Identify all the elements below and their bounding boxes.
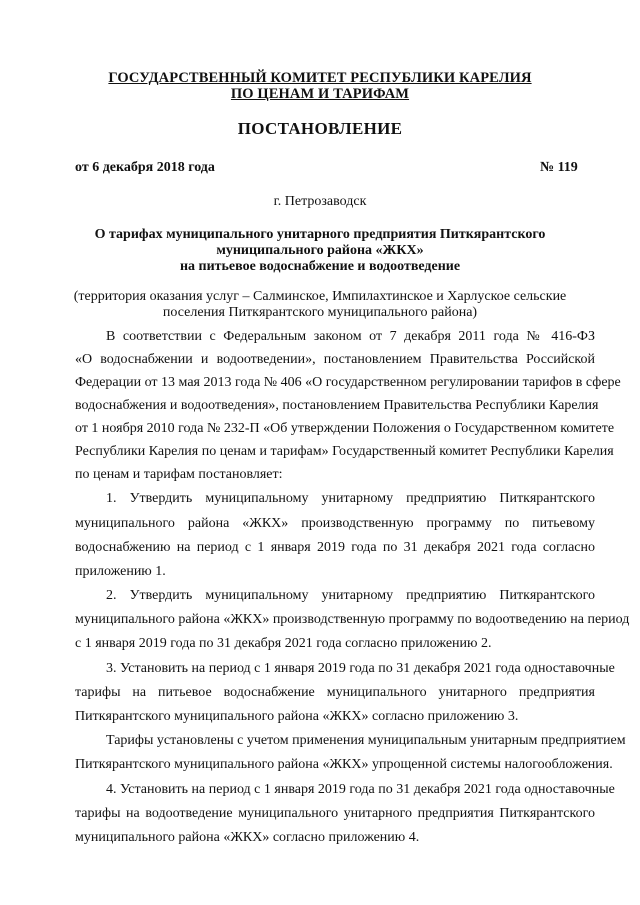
body-line: тарифы на водоотведение муниципального унитарного предприятия Питкярантского <box>75 806 595 821</box>
territory-line-1: (территория оказания услуг – Салминское, Импилахтинское и Харлуское сельские <box>73 289 567 304</box>
document-number: № 119 <box>540 160 578 175</box>
body-line: 4. Установить на период с 1 января 2019 года по 31 декабря 2021 года одноставочные <box>106 782 615 797</box>
body-line: 1. Утвердить муниципальному унитарному предприятию Питкярантского <box>106 491 595 506</box>
body-line: В соответствии с Федеральным законом от 7 декабря 2011 года № 416-ФЗ <box>106 329 595 344</box>
body-line: Питкярантского муниципального района «ЖКХ» согласно приложению 3. <box>75 709 519 724</box>
document-title: ПОСТАНОВЛЕНИЕ <box>237 119 403 138</box>
body-line: муниципального района «ЖКХ» согласно приложению 4. <box>75 830 420 845</box>
body-line: приложению 1. <box>75 564 166 579</box>
body-line: 3. Установить на период с 1 января 2019 года по 31 декабря 2021 года одноставочные <box>106 661 615 676</box>
body-line: Республики Карелия по ценам и тарифам» Государственный комитет Республики Карелия <box>75 444 614 459</box>
body-line: муниципального района «ЖКХ» производственную программу по водоотведению на период <box>75 612 630 627</box>
service-territory-note <box>60 289 580 321</box>
body-line: водоснабжения и водоотведения», постановлением Правительства Республики Карелия <box>75 398 599 413</box>
territory-line-2: поселения Питкярантского муниципального района) <box>162 305 478 320</box>
body-line: тарифы на питьевое водоснабжение муниципального унитарного предприятия <box>75 685 595 700</box>
body-line: водоснабжению на период с 1 января 2019 года по 31 декабря 2021 года согласно <box>75 540 595 555</box>
org-name-line-1: ГОСУДАРСТВЕННЫЙ КОМИТЕТ РЕСПУБЛИКИ КАРЕЛИЯ <box>108 70 532 86</box>
subject-line-3: на питьевое водоснабжение и водоотведение <box>179 259 461 274</box>
body-line: Тарифы установлены с учетом применения муниципальным унитарным предприятием <box>106 733 626 748</box>
body-line: от 1 ноября 2010 года № 232-П «Об утверждении Положения о Государственном комитете <box>75 421 615 436</box>
body-line: Федерации от 13 мая 2013 года № 406 «О государственном регулировании тарифов в сфере <box>75 375 621 390</box>
body-line: муниципального района «ЖКХ» производственную программу по питьевому <box>75 516 595 531</box>
body-line: 2. Утвердить муниципальному унитарному предприятию Питкярантского <box>106 588 595 603</box>
subject-line-1: О тарифах муниципального унитарного предприятия Питкярантского <box>94 227 546 242</box>
body-line: с 1 января 2019 года по 31 декабря 2021 года согласно приложению 2. <box>75 636 492 651</box>
document-subject <box>60 227 580 275</box>
subject-line-2: муниципального района «ЖКХ» <box>216 243 424 258</box>
org-name-line-2: ПО ЦЕНАМ И ТАРИФАМ <box>230 86 410 102</box>
document-city: г. Петрозаводск <box>273 194 367 209</box>
body-line: «О водоснабжении и водоотведении», постановлением Правительства Российской <box>75 352 595 367</box>
body-line: по ценам и тарифам постановляет: <box>75 467 283 482</box>
document-date: от 6 декабря 2018 года <box>75 160 215 175</box>
body-line: Питкярантского муниципального района «ЖКХ» упрощенной системы налогообложения. <box>75 757 613 772</box>
